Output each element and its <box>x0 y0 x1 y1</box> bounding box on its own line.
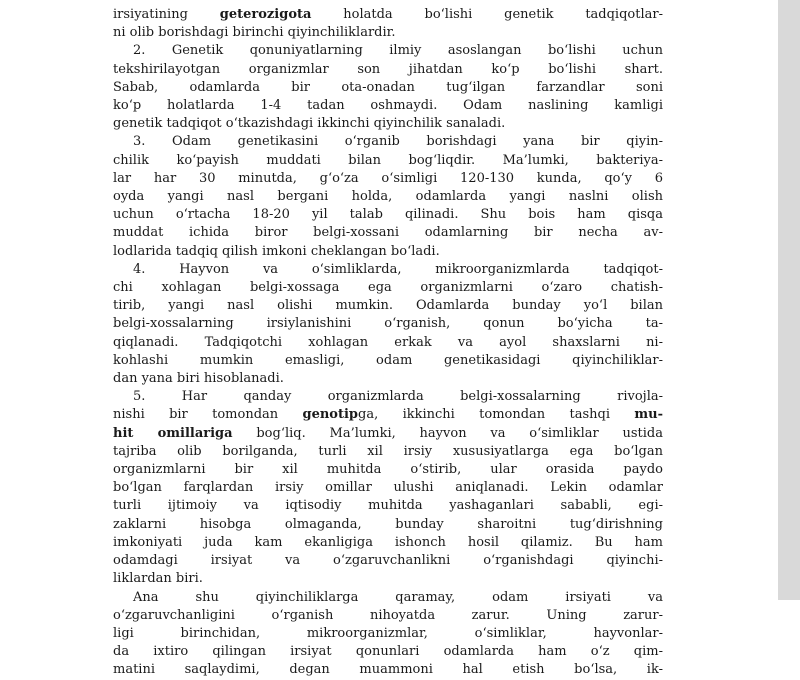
text-line <box>113 570 663 588</box>
text-line <box>113 24 663 42</box>
text-line <box>113 297 663 315</box>
text-run: holatda bo‘lishi genetik tadqiqotlar- <box>311 7 663 22</box>
text-line <box>113 152 663 170</box>
text-run: 4. Hayvon va o‘simliklarda, mikroorganizmlarda tadqiqot- <box>133 261 663 277</box>
text-run: da ixtiro qilingan irsiyat qonunlari odamlarda ham o‘z qim- <box>113 644 663 660</box>
text-run: imkoniyati juda kam ekanligiga ishonch hosil qilamiz. Bu ham <box>113 534 663 550</box>
bold-term: geterozigota <box>219 7 312 22</box>
text-line <box>113 188 663 206</box>
text-line <box>113 479 663 497</box>
text-run: chi xohlagan belgi-xossaga ega organizmlarni o‘zaro chatish- <box>113 280 663 296</box>
text-run: dan yana biri hisoblanadi. <box>113 371 284 387</box>
text-line <box>113 370 663 388</box>
text-run: odamdagi irsiyat va o‘zgaruvchanlikni o‘rganishdagi qiyinchi- <box>113 553 663 569</box>
text-run: liklardan biri. <box>113 571 203 587</box>
text-run: tajriba olib borilganda, turli xil irsiy xususiyatlarga ega bo‘lgan <box>113 443 663 459</box>
text-run: genetik tadqiqot o‘tkazishdagi ikkinchi qiyinchilik sanaladi. <box>113 116 506 132</box>
text-run: turli ijtimoiy va iqtisodiy muhitda yashaganlari sababli, egi- <box>113 498 663 514</box>
text-line <box>113 352 663 370</box>
text-line <box>113 79 663 97</box>
text-run: 3. Odam genetikasini o‘rganib borishdagi yana bir qiyin- <box>133 134 663 150</box>
text-line <box>113 388 663 406</box>
text-run: irsiyatining <box>113 7 220 22</box>
text-run: bog‘liq. Ma’lumki, hayvon va o‘simliklar ustida <box>232 425 663 441</box>
text-run: organizmlarni bir xil muhitda o‘stirib, ular orasida paydo <box>113 462 663 478</box>
text-line <box>113 243 663 261</box>
text-run: Ana shu qiyinchiliklarga qaramay, odam irsiyati va <box>133 589 663 605</box>
text-line <box>113 643 663 661</box>
text-run: bo‘lgan farqlardan irsiy omillar ulushi aniqlanadi. Lekin odamlar <box>113 480 663 496</box>
text-line <box>113 661 663 679</box>
text-run: lodlarida tadqiq qilish imkoni cheklangan bo‘ladi. <box>113 243 440 259</box>
text-run: kohlashi mumkin emasligi, odam genetikasidagi qiyinchiliklar- <box>113 352 663 368</box>
text-line <box>113 589 663 607</box>
text-run: oyda yangi nasl bergani holda, odamlarda yangi naslni olish <box>113 189 663 205</box>
text-run: belgi-xossalarning irsiylanishini o‘rganish, qonun bo‘yicha ta- <box>113 316 663 332</box>
text-line <box>113 42 663 60</box>
text-line <box>113 6 663 24</box>
text-run: nishi bir tomondan <box>113 407 303 423</box>
text-line <box>113 497 663 515</box>
text-line <box>113 279 663 297</box>
text-run: tekshirilayotgan organizmlar son jihatdan ko‘p bo‘lishi shart. <box>113 61 663 77</box>
text-run: muddat ichida biror belgi-xossani odamlarning bir necha av- <box>113 225 663 241</box>
page-edge-shadow <box>778 0 800 600</box>
text-run: ni olib borishdagi birinchi qiyinchiliklardir. <box>113 25 396 41</box>
text-line <box>113 97 663 115</box>
text-line <box>113 224 663 242</box>
text-line <box>113 334 663 352</box>
text-line <box>113 170 663 188</box>
text-run: lar har 30 minutda, g‘o‘za o‘simligi 120-130 kunda, qo‘y 6 <box>113 170 663 186</box>
text-run: ko‘p holatlarda 1-4 tadan oshmaydi. Odam naslining kamligi <box>113 98 663 114</box>
text-run: ga, ikkinchi tomondan tashqi <box>358 407 635 423</box>
text-run: 5. Har qanday organizmlarda belgi-xossalarning rivojla- <box>133 389 663 405</box>
text-line <box>113 607 663 625</box>
text-run: Sabab, odamlarda bir ota-onadan tug‘ilgan farzandlar soni <box>113 79 663 95</box>
text-line <box>113 261 663 279</box>
text-line <box>113 406 663 424</box>
text-run: 2. Genetik qonuniyatlarning ilmiy asoslangan bo‘lishi uchun <box>133 43 663 59</box>
text-line <box>113 206 663 224</box>
bold-term: hit omillariga <box>113 425 233 441</box>
text-line <box>113 443 663 461</box>
text-line <box>113 516 663 534</box>
bold-term: mu- <box>634 407 663 423</box>
text-line <box>113 552 663 570</box>
text-line <box>113 133 663 151</box>
text-run: chilik ko‘payish muddati bilan bog‘liqdir. Ma’lumki, bakteriya- <box>113 152 663 168</box>
text-line <box>113 625 663 643</box>
text-run: zaklarni hisobga olmaganda, bunday sharoitni tug‘dirishning <box>113 516 663 532</box>
text-line <box>113 461 663 479</box>
text-run: tirib, yangi nasl olishi mumkin. Odamlarda bunday yo‘l bilan <box>113 298 663 314</box>
text-line <box>113 115 663 133</box>
text-run: matini saqlaydimi, degan muammoni hal etish bo‘lsa, ik- <box>113 662 663 678</box>
bold-term: genotip <box>302 407 359 423</box>
text-line <box>113 315 663 333</box>
text-line <box>113 534 663 552</box>
text-run: ligi birinchidan, mikroorganizmlar, o‘simliklar, hayvonlar- <box>113 625 663 641</box>
text-line <box>113 61 663 79</box>
text-run: o‘zgaruvchanligini o‘rganish nihoyatda zarur. Uning zarur- <box>113 607 663 623</box>
text-run: uchun o‘rtacha 18-20 yil talab qilinadi. Shu bois ham qisqa <box>113 207 663 223</box>
text-line <box>113 425 663 443</box>
text-run: qiqlanadi. Tadqiqotchi xohlagan erkak va ayol shaxslarni ni- <box>113 334 663 350</box>
body-text <box>113 6 663 680</box>
